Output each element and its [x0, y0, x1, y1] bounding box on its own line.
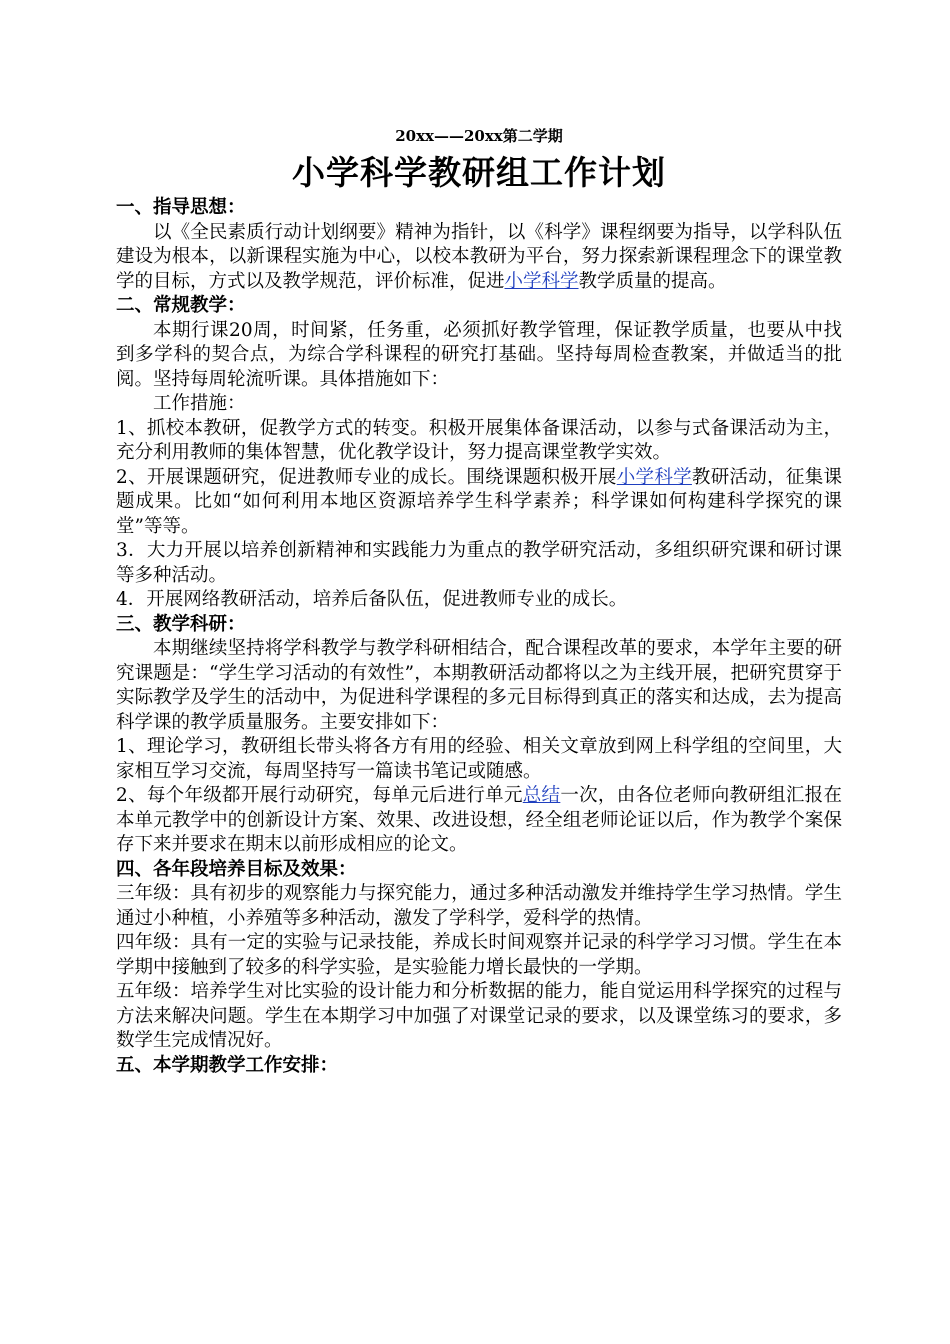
section-heading-schedule: 五、本学期教学工作安排： [116, 1054, 339, 1076]
paragraph-guiding-ideology [116, 221, 842, 295]
list-item: 3．大力开展以培养创新精神和实践能力为重点的教学研究活动，多组织研究课和研讨课等多种活动。 [116, 540, 842, 586]
text-run: 教学质量的提高。 [578, 270, 727, 292]
document-title: 小学科学教研组工作计划 [292, 153, 666, 192]
section-heading-guiding-ideology: 一、指导思想： [116, 197, 246, 218]
text-run: 2、每个年级都开展行动研究，每单元后进行单元 [116, 785, 523, 806]
paragraph-routine-teaching: 本期行课20周，时间紧，任务重，必须抓好教学管理，保证教学质量，也要从中找到多学科的契合点，为综合学科课程的研究打基础。坚持每周检查教案，并做适当的批阅。坚持每周轮流听课。具体措施如下： [116, 319, 842, 390]
document-page [116, 126, 842, 1078]
paragraph-grade-3: 三年级：具有初步的观察能力与探究能力，通过多种活动激发并维持学生学习热情。学生通过小种植，小养殖等多种活动，激发了学科学，爱科学的热情。 [116, 883, 842, 929]
list-item [116, 466, 842, 540]
semester-label: 20xx——20xx第二学期 [395, 127, 563, 145]
link-primary-science-2[interactable]: 小学科学 [616, 466, 692, 488]
section-heading-research: 三、教学科研： [116, 613, 246, 635]
link-summary[interactable]: 总结 [522, 785, 561, 806]
list-item: 1、理论学习，教研组长带头将各方有用的经验、相关文章放到网上科学组的空间里，大家相互学习交流，每周坚持写一篇读书笔记或随感。 [116, 736, 842, 782]
text-run: 2、开展课题研究，促进教师专业的成长。围绕课题积极开展 [116, 466, 617, 488]
paragraph-research: 本期继续坚持将学科教学与教学科研相结合，配合课程改革的要求，本学年主要的研究课题是：“学生学习活动的有效性”，本期教研活动都将以之为主线开展，把研究贯穿于实际教学及学生的活动中，为促进科学课程的多元目标得到真正的落实和达成，去为提高科学课的教学质量服务。主要安排如下： [116, 638, 842, 733]
list-item [116, 784, 842, 858]
text-run: 一次，由各位老师向教研组汇报在本单元教学中的创新设计方案、效果、改进设想，经全组老师论证以后，作为教学个案保存下来并要求在期末以前形成相应的论文。 [116, 785, 842, 855]
text-run: 以《全民素质行动计划纲要》精神为指针，以《科学》课程纲要为指导，以学科队伍建设为根本，以新课程实施为中心，以校本教研为平台，努力探索新课程理念下的课堂教学的目标，方式以及教学规范，评价标准，促进 [116, 221, 842, 292]
section-heading-grade-goals: 四、各年段培养目标及效果： [116, 858, 357, 880]
section-heading-routine-teaching: 二、常规教学： [116, 295, 246, 316]
paragraph-grade-4: 四年级：具有一定的实验与记录技能，养成长时间观察并记录的科学学习习惯。学生在本学期中接触到了较多的科学实验，是实验能力增长最快的一学期。 [116, 932, 842, 978]
paragraph-grade-5: 五年级：培养学生对比实验的设计能力和分析数据的能力，能自觉运用科学探究的过程与方法来解决问题。学生在本期学习中加强了对课堂记录的要求，以及课堂练习的要求，多数学生完成情况好。 [116, 981, 842, 1051]
paragraph-work-measures: 工作措施： [153, 393, 246, 414]
link-primary-science[interactable]: 小学科学 [504, 270, 579, 292]
list-item: 1、抓校本教研，促教学方式的转变。积极开展集体备课活动，以参与式备课活动为主，充分利用教师的集体智慧，优化教学设计，努力提高课堂教学实效。 [116, 417, 842, 463]
list-item: 4．开展网络教研活动，培养后备队伍，促进教师专业的成长。 [116, 589, 628, 610]
text-run: 教研活动，征集课题成果。比如“如何利用本地区资源培养学生科学素养；科学课如何构建科学探究的课堂”等等。 [116, 466, 842, 537]
